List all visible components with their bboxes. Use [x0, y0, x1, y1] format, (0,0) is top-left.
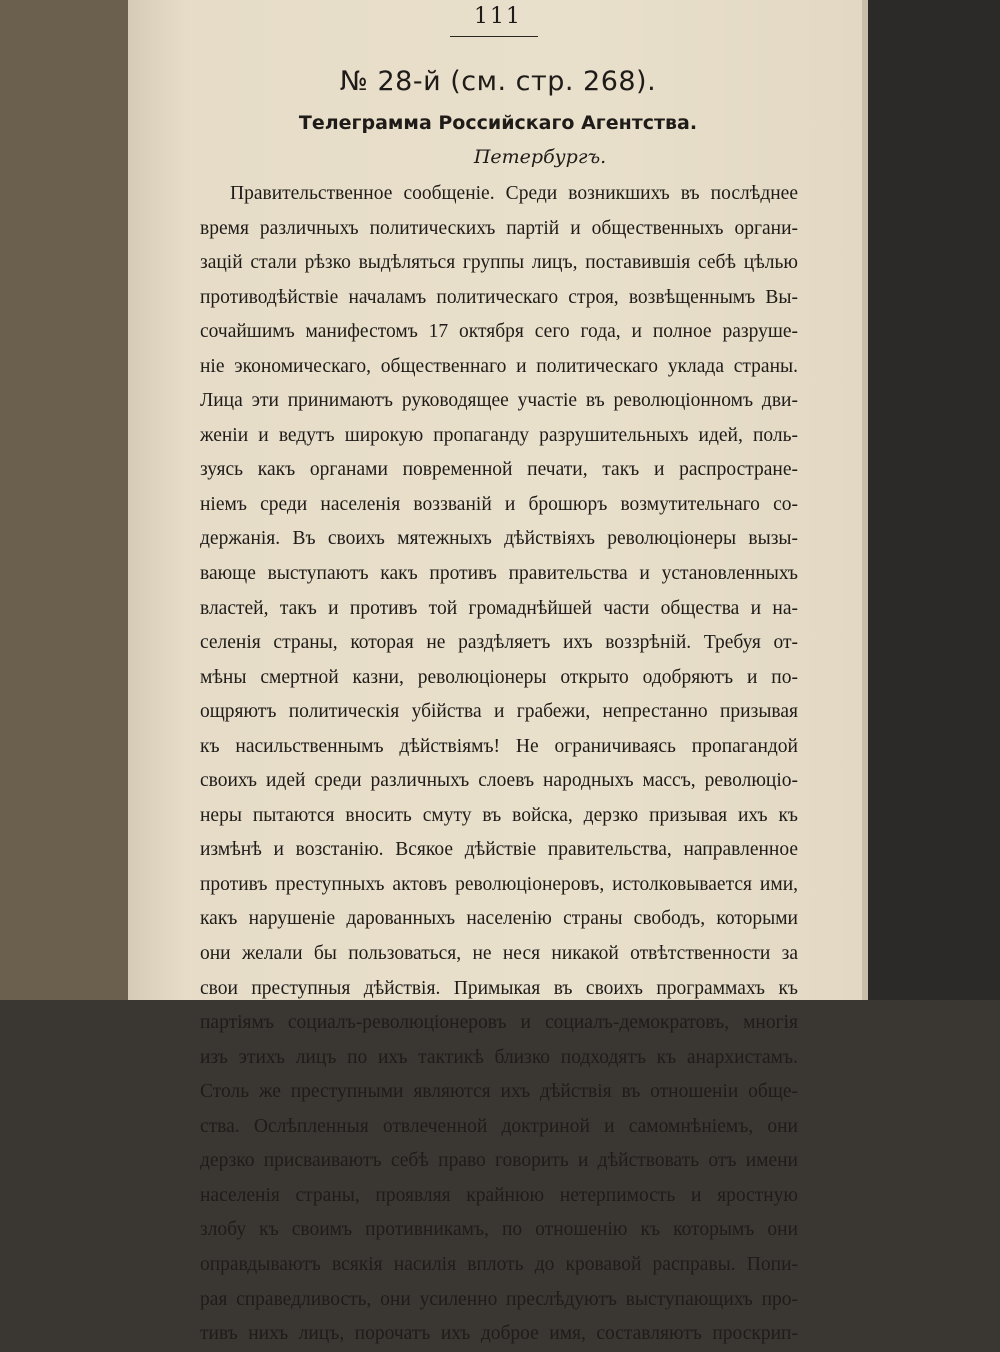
- text-line: неры пытаются вносить смуту въ войска, дерзко призывая ихъ къ: [200, 804, 798, 826]
- text-line: дерзко присваиваютъ себѣ право говорить и дѣйствовать отъ имени: [200, 1150, 798, 1172]
- text-line: время различныхъ политическихъ партiй и общественныхъ органи-: [200, 217, 798, 239]
- text-line: властей, такъ и противъ той громаднѣйшей части общества и на-: [200, 597, 798, 619]
- text-line: селенiя страны, которая не раздѣляетъ ихъ воззрѣнiй. Требуя от-: [200, 632, 798, 654]
- book-page: [128, 0, 868, 1345]
- text-line: какъ нарушенiе дарованныхъ населенiю страны свободъ, которыми: [200, 908, 798, 930]
- background-left: [0, 0, 128, 1000]
- text-line: населенiя страны, проявляя крайнюю нетерпимость и яростную: [200, 1184, 798, 1206]
- text-line: Лица эти принимаютъ руководящее участiе въ революцiонномъ дви-: [200, 390, 798, 412]
- text-line: оправдываютъ всякiя насилiя вплоть до кровавой расправы. Попи-: [200, 1253, 798, 1275]
- document-title: Телеграмма Российскаго Агентства.: [298, 112, 698, 134]
- text-line: противъ преступныхъ актовъ революцiонеровъ, истолковывается ими,: [200, 873, 798, 895]
- text-line: мѣны смертной казни, революцiонеры открыто одобряютъ и по-: [200, 666, 798, 688]
- text-line: зацiй стали рѣзко выдѣляться группы лицъ, поставившiя себѣ цѣлью: [200, 252, 798, 274]
- text-line: къ насильственнымъ дѣйствiямъ! Не ограничиваясь пропагандой: [200, 735, 798, 757]
- text-line: тивъ нихъ лицъ, порочатъ ихъ доброе имя, составляютъ проскрип-: [200, 1323, 798, 1345]
- text-line: держанiя. Въ своихъ мятежныхъ дѣйствiяхъ революцiонеры вызы-: [200, 528, 798, 550]
- text-line: сочайшимъ манифестомъ 17 октября сего года, и полное разруше-: [200, 321, 798, 343]
- page-number: 111: [474, 4, 522, 29]
- text-line: изъ этихъ лицъ по ихъ тактикѣ близко подходятъ къ анархистамъ.: [200, 1046, 798, 1068]
- text-line: нiемъ среди населенiя воззванiй и брошюръ возмутительнаго со-: [200, 493, 798, 515]
- body-text: [200, 177, 798, 1352]
- text-line: женiи и ведутъ широкую пропаганду разрушительныхъ идей, поль-: [200, 424, 798, 446]
- text-line: Столь же преступными являются ихъ дѣйствiя въ отношенiи обще-: [200, 1081, 798, 1103]
- text-line: злобу къ своимъ противникамъ, по отношенiю къ которымъ они: [200, 1219, 798, 1241]
- text-line: рая справедливость, они усиленно преслѣдуютъ выступающихъ про-: [200, 1288, 798, 1310]
- text-line: свои преступныя дѣйствiя. Примыкая въ своихъ программахъ къ: [200, 977, 798, 999]
- text-line: ства. Ослѣпленныя отвлеченной доктриной и самомнѣнiемъ, они: [200, 1115, 798, 1137]
- page-number-rule: [450, 36, 538, 37]
- text-line: они желали бы пользоваться, не неся никакой отвѣтственности за: [200, 943, 798, 965]
- document-number-heading: № 28-й (см. стр. 268).: [339, 66, 657, 97]
- text-line: партiямъ социалъ-революцiонеровъ и социалъ-демократовъ, многiя: [200, 1012, 798, 1034]
- text-line: нiе экономическаго, общественнаго и политическаго уклада страны.: [200, 355, 798, 377]
- text-line: зуясь какъ органами повременной печати, такъ и распростране-: [200, 459, 798, 481]
- text-line: Правительственное сообщенiе. Среди возникшихъ въ послѣднее: [230, 183, 798, 204]
- text-line: ощряютъ политическiя убiйства и грабежи, непрестанно призывая: [200, 701, 798, 723]
- text-line: противодѣйствiе началамъ политическаго строя, возвѣщеннымъ Вы-: [200, 286, 798, 308]
- text-line: своихъ идей среди различныхъ слоевъ народныхъ массъ, революцiо-: [200, 770, 798, 792]
- background-right: [862, 0, 1000, 1000]
- text-line: измѣнѣ и возстанiю. Всякое дѣйствiе правительства, направленное: [200, 839, 798, 861]
- text-line: вающе выступаютъ какъ противъ правительства и установленныхъ: [200, 563, 798, 585]
- document-place: Петербургъ.: [473, 146, 607, 168]
